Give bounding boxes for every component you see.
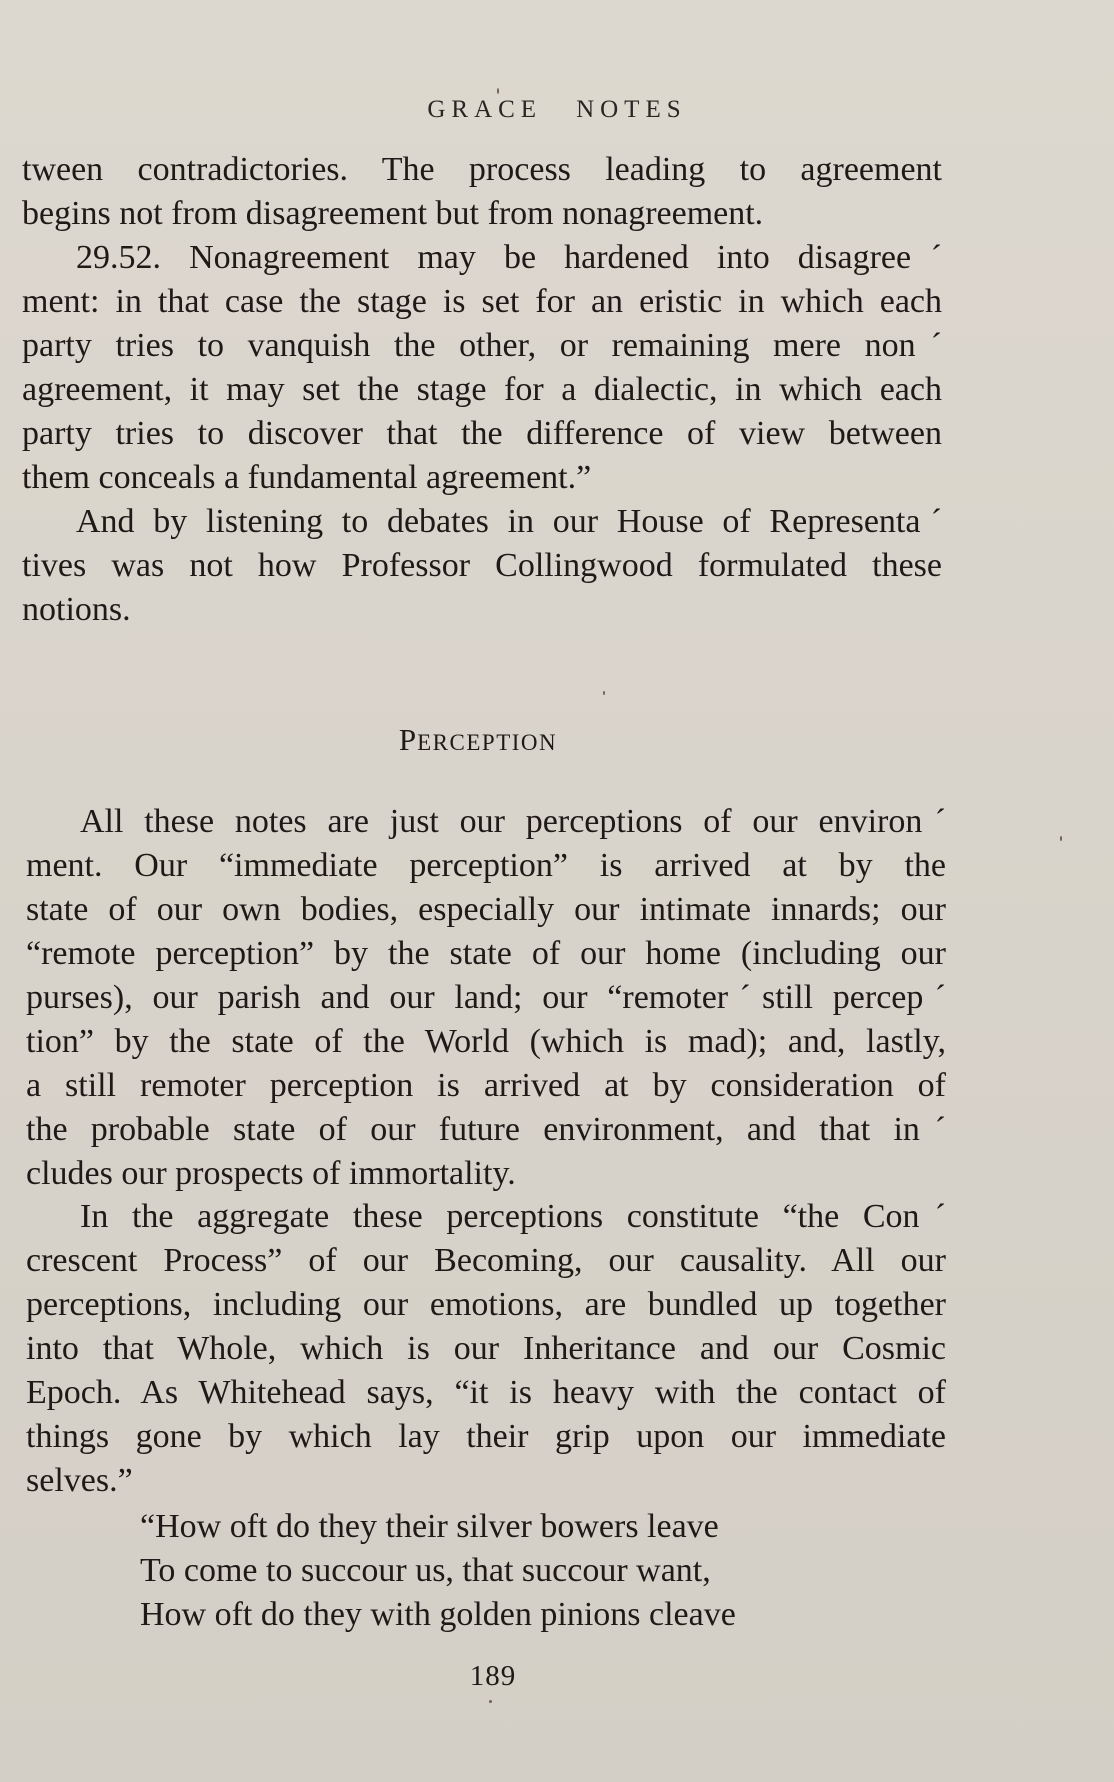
text-line: tion” by the state of the World (which is mad); and, lastly, [26,1023,946,1060]
text-line: into that Whole, which is our Inheritance and our Cosmic [26,1330,946,1367]
text-line: notions. [22,591,131,628]
text-line: tives was not how Professor Collingwood formulated these [22,547,942,584]
collingwood-paragraph [22,500,942,632]
text-line: ment. Our “immediate perception” is arrived at by the [26,847,946,884]
text-line: selves.” [26,1462,133,1499]
text-line: agreement, it may set the stage for a dialectic, in which each [22,371,942,408]
text-line: All these notes are just our perceptions of our environˊ [80,803,946,840]
running-head-left-word: GRACE [427,96,543,123]
page-number: 189 [469,1660,517,1692]
text-line: party tries to discover that the difference of view between [22,415,942,452]
text-line: purses), our parish and our land; our “remoterˊstill percepˊ [26,979,946,1016]
text-line: them conceals a fundamental agreement.” [22,459,592,496]
text-line: begins not from disagreement but from nonagreement. [22,195,764,232]
running-head-right-word: NOTES [576,96,687,123]
text-line: crescent Process” of our Becoming, our causality. All our [26,1242,946,1279]
verse-line: To come to succour us, that succour want, [140,1552,711,1589]
paper-speck [497,88,499,94]
text-line: a still remoter perception is arrived at by consideration of [26,1067,946,1104]
text-line: Epoch. As Whitehead says, “it is heavy with the contact of [26,1374,946,1411]
text-line: things gone by which lay their grip upon our immediate [26,1418,946,1455]
verse-line: “How oft do they their silver bowers leave [140,1508,719,1545]
quoted-paragraph-29-52 [22,236,942,500]
text-line: In the aggregate these perceptions constitute “the Conˊ [80,1198,946,1235]
text-line: ment: in that case the stage is set for an eristic in which each [22,283,942,320]
verse-quotation [140,1505,860,1637]
perception-paragraph-1 [26,800,946,1196]
text-line: cludes our prospects of immortality. [26,1155,516,1192]
section-heading [0,722,956,758]
text-line: the probable state of our future environment, and that inˊ [26,1111,946,1148]
paper-speck [489,1700,492,1703]
text-line: And by listening to debates in our House of Representaˊ [76,503,942,540]
text-line: perceptions, including our emotions, are bundled up together [26,1286,946,1323]
paper-speck [1060,836,1062,841]
text-line: tween contradictories. The process leading to agreement [22,151,942,188]
continued-paragraph [22,148,942,236]
section-heading-initial: P [398,722,418,757]
text-line: state of our own bodies, especially our intimate innards; our [26,891,946,928]
running-head [0,96,1114,124]
perception-paragraph-2 [26,1195,946,1503]
verse-line: How oft do they with golden pinions cleave [140,1596,736,1633]
text-line: “remote perception” by the state of our home (including our [26,935,946,972]
paper-speck [603,691,605,695]
section-heading-rest: ERCEPTION [417,730,558,755]
text-line: party tries to vanquish the other, or remaining mere nonˊ [22,327,942,364]
text-line: 29.52. Nonagreement may be hardened into disagreeˊ [76,239,942,276]
